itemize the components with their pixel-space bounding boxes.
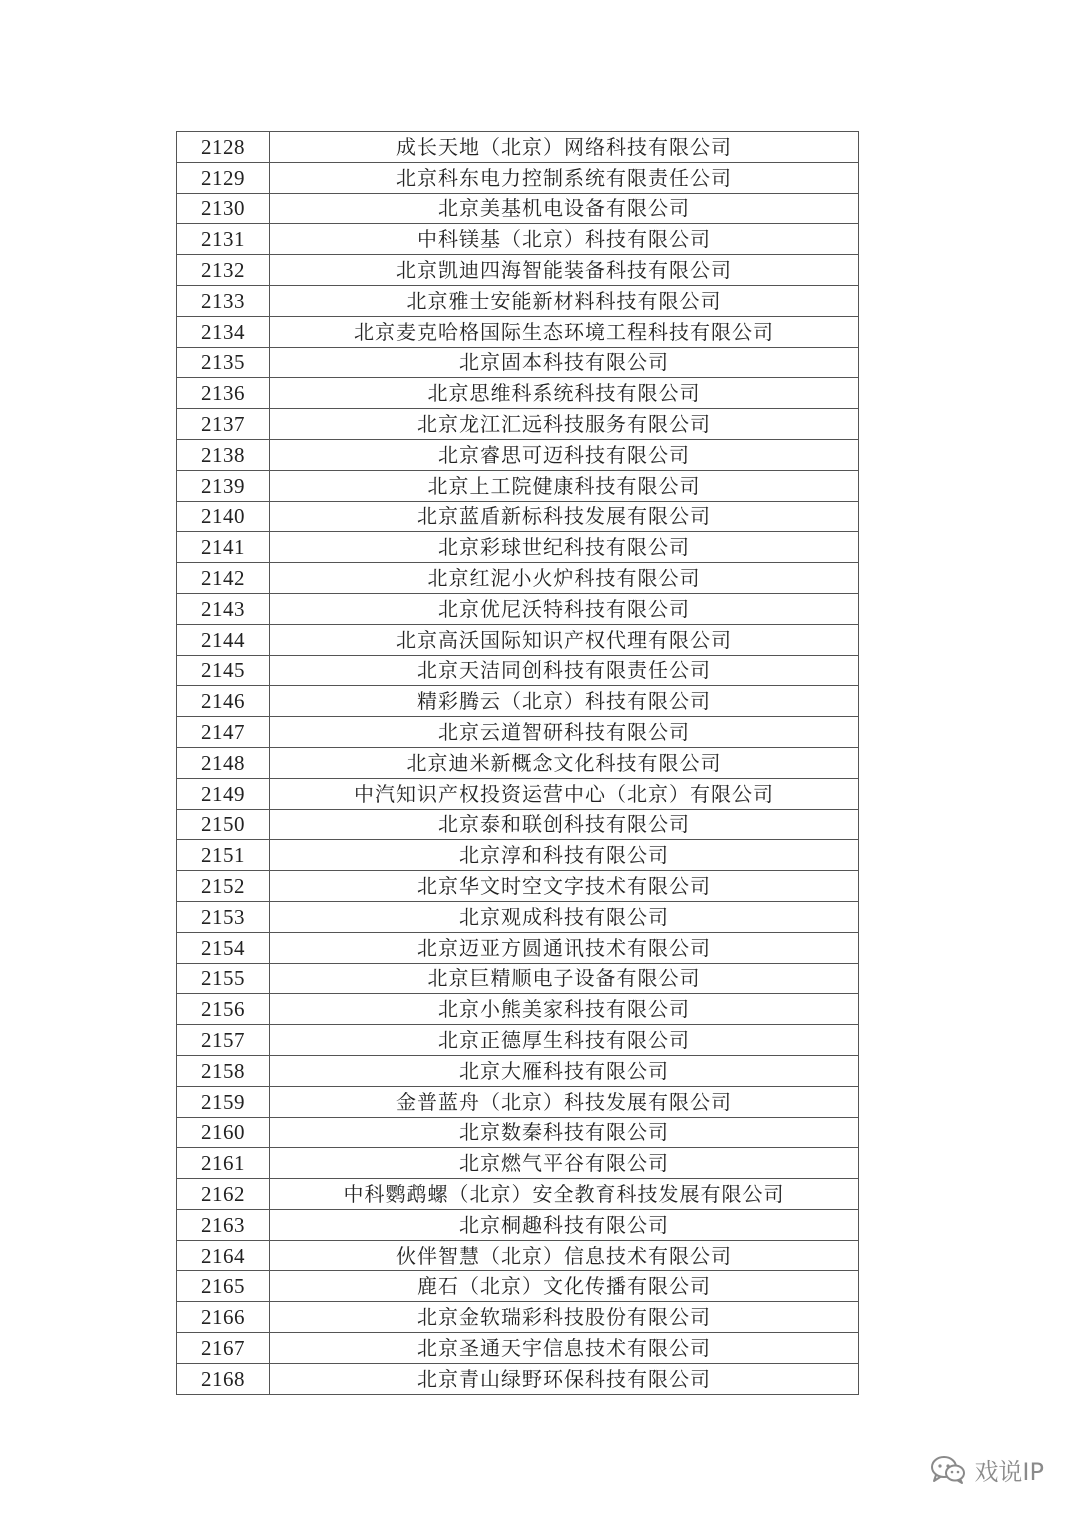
company-name: 北京睿思可迈科技有限公司	[270, 439, 859, 470]
table-row	[177, 994, 859, 1025]
company-name: 鹿石（北京）文化传播有限公司	[270, 1271, 859, 1302]
company-name: 北京美基机电设备有限公司	[270, 193, 859, 224]
row-number: 2160	[177, 1117, 270, 1148]
company-name: 北京雅士安能新材料科技有限公司	[270, 285, 859, 316]
table-row	[177, 747, 859, 778]
table-row	[177, 1333, 859, 1364]
company-name: 北京迈亚方圆通讯技术有限公司	[270, 932, 859, 963]
company-name: 北京桐趣科技有限公司	[270, 1209, 859, 1240]
watermark	[930, 1452, 1044, 1487]
table-row	[177, 901, 859, 932]
table-row	[177, 316, 859, 347]
company-name: 中科鹦鹉螺（北京）安全教育科技发展有限公司	[270, 1179, 859, 1210]
company-name: 北京观成科技有限公司	[270, 901, 859, 932]
row-number: 2158	[177, 1055, 270, 1086]
row-number: 2165	[177, 1271, 270, 1302]
company-name: 北京龙江汇远科技服务有限公司	[270, 409, 859, 440]
row-number: 2162	[177, 1179, 270, 1210]
row-number: 2133	[177, 285, 270, 316]
company-name: 北京科东电力控制系统有限责任公司	[270, 162, 859, 193]
table-row	[177, 1271, 859, 1302]
table-row	[177, 501, 859, 532]
table-row	[177, 963, 859, 994]
table-row	[177, 840, 859, 871]
company-name: 中汽知识产权投资运营中心（北京）有限公司	[270, 778, 859, 809]
company-name: 北京燃气平谷有限公司	[270, 1148, 859, 1179]
table-row	[177, 532, 859, 563]
row-number: 2145	[177, 655, 270, 686]
row-number: 2132	[177, 255, 270, 286]
table-row	[177, 193, 859, 224]
table-row	[177, 439, 859, 470]
row-number: 2137	[177, 409, 270, 440]
company-name: 北京金软瑞彩科技股份有限公司	[270, 1302, 859, 1333]
row-number: 2128	[177, 132, 270, 163]
table-row	[177, 285, 859, 316]
table-row	[177, 809, 859, 840]
company-name: 金普蓝舟（北京）科技发展有限公司	[270, 1086, 859, 1117]
company-name: 北京大雁科技有限公司	[270, 1055, 859, 1086]
row-number: 2159	[177, 1086, 270, 1117]
row-number: 2146	[177, 686, 270, 717]
row-number: 2157	[177, 1025, 270, 1056]
company-name: 中科镁基（北京）科技有限公司	[270, 224, 859, 255]
company-name: 成长天地（北京）网络科技有限公司	[270, 132, 859, 163]
company-name: 北京淳和科技有限公司	[270, 840, 859, 871]
table-row	[177, 1117, 859, 1148]
table-row	[177, 1055, 859, 1086]
company-name: 北京高沃国际知识产权代理有限公司	[270, 624, 859, 655]
table-row	[177, 132, 859, 163]
table-row	[177, 686, 859, 717]
company-name: 北京巨精顺电子设备有限公司	[270, 963, 859, 994]
table-row	[177, 871, 859, 902]
company-name: 北京圣通天宇信息技术有限公司	[270, 1333, 859, 1364]
table-row	[177, 593, 859, 624]
table-row	[177, 717, 859, 748]
company-list-table	[176, 131, 859, 1395]
row-number: 2168	[177, 1363, 270, 1394]
row-number: 2147	[177, 717, 270, 748]
row-number: 2156	[177, 994, 270, 1025]
row-number: 2135	[177, 347, 270, 378]
company-name: 北京蓝盾新标科技发展有限公司	[270, 501, 859, 532]
watermark-text: 戏说IP	[974, 1458, 1044, 1486]
table-row	[177, 655, 859, 686]
row-number: 2151	[177, 840, 270, 871]
wechat-icon	[930, 1455, 966, 1485]
row-number: 2167	[177, 1333, 270, 1364]
company-name: 北京思维科系统科技有限公司	[270, 378, 859, 409]
row-number: 2138	[177, 439, 270, 470]
company-name: 北京凯迪四海智能装备科技有限公司	[270, 255, 859, 286]
row-number: 2139	[177, 470, 270, 501]
table-row	[177, 1302, 859, 1333]
company-list-body	[177, 132, 859, 1395]
company-name: 北京上工院健康科技有限公司	[270, 470, 859, 501]
table-row	[177, 932, 859, 963]
company-name: 北京固本科技有限公司	[270, 347, 859, 378]
row-number: 2161	[177, 1148, 270, 1179]
company-name: 北京优尼沃特科技有限公司	[270, 593, 859, 624]
table-row	[177, 1179, 859, 1210]
table-row	[177, 470, 859, 501]
table-row	[177, 1086, 859, 1117]
company-name: 北京天洁同创科技有限责任公司	[270, 655, 859, 686]
row-number: 2130	[177, 193, 270, 224]
row-number: 2149	[177, 778, 270, 809]
company-name: 北京正德厚生科技有限公司	[270, 1025, 859, 1056]
company-name: 北京数秦科技有限公司	[270, 1117, 859, 1148]
row-number: 2134	[177, 316, 270, 347]
row-number: 2140	[177, 501, 270, 532]
company-name: 伙伴智慧（北京）信息技术有限公司	[270, 1240, 859, 1271]
company-name: 北京红泥小火炉科技有限公司	[270, 563, 859, 594]
row-number: 2129	[177, 162, 270, 193]
company-name: 北京青山绿野环保科技有限公司	[270, 1363, 859, 1394]
company-name: 北京小熊美家科技有限公司	[270, 994, 859, 1025]
table-row	[177, 1363, 859, 1394]
table-row	[177, 255, 859, 286]
row-number: 2144	[177, 624, 270, 655]
table-row	[177, 409, 859, 440]
row-number: 2154	[177, 932, 270, 963]
table-row	[177, 778, 859, 809]
table-row	[177, 378, 859, 409]
row-number: 2155	[177, 963, 270, 994]
row-number: 2148	[177, 747, 270, 778]
company-name: 北京彩球世纪科技有限公司	[270, 532, 859, 563]
company-name: 北京泰和联创科技有限公司	[270, 809, 859, 840]
row-number: 2166	[177, 1302, 270, 1333]
company-name: 北京迪米新概念文化科技有限公司	[270, 747, 859, 778]
company-name: 北京麦克哈格国际生态环境工程科技有限公司	[270, 316, 859, 347]
table-row	[177, 347, 859, 378]
table-row	[177, 624, 859, 655]
company-name: 北京华文时空文字技术有限公司	[270, 871, 859, 902]
company-name: 精彩腾云（北京）科技有限公司	[270, 686, 859, 717]
table-row	[177, 1148, 859, 1179]
row-number: 2143	[177, 593, 270, 624]
table-row	[177, 1025, 859, 1056]
table-row	[177, 563, 859, 594]
company-name: 北京云道智研科技有限公司	[270, 717, 859, 748]
row-number: 2131	[177, 224, 270, 255]
row-number: 2142	[177, 563, 270, 594]
table-row	[177, 1209, 859, 1240]
table-row	[177, 1240, 859, 1271]
row-number: 2152	[177, 871, 270, 902]
row-number: 2164	[177, 1240, 270, 1271]
row-number: 2163	[177, 1209, 270, 1240]
table-row	[177, 224, 859, 255]
row-number: 2150	[177, 809, 270, 840]
row-number: 2153	[177, 901, 270, 932]
row-number: 2141	[177, 532, 270, 563]
row-number: 2136	[177, 378, 270, 409]
table-row	[177, 162, 859, 193]
